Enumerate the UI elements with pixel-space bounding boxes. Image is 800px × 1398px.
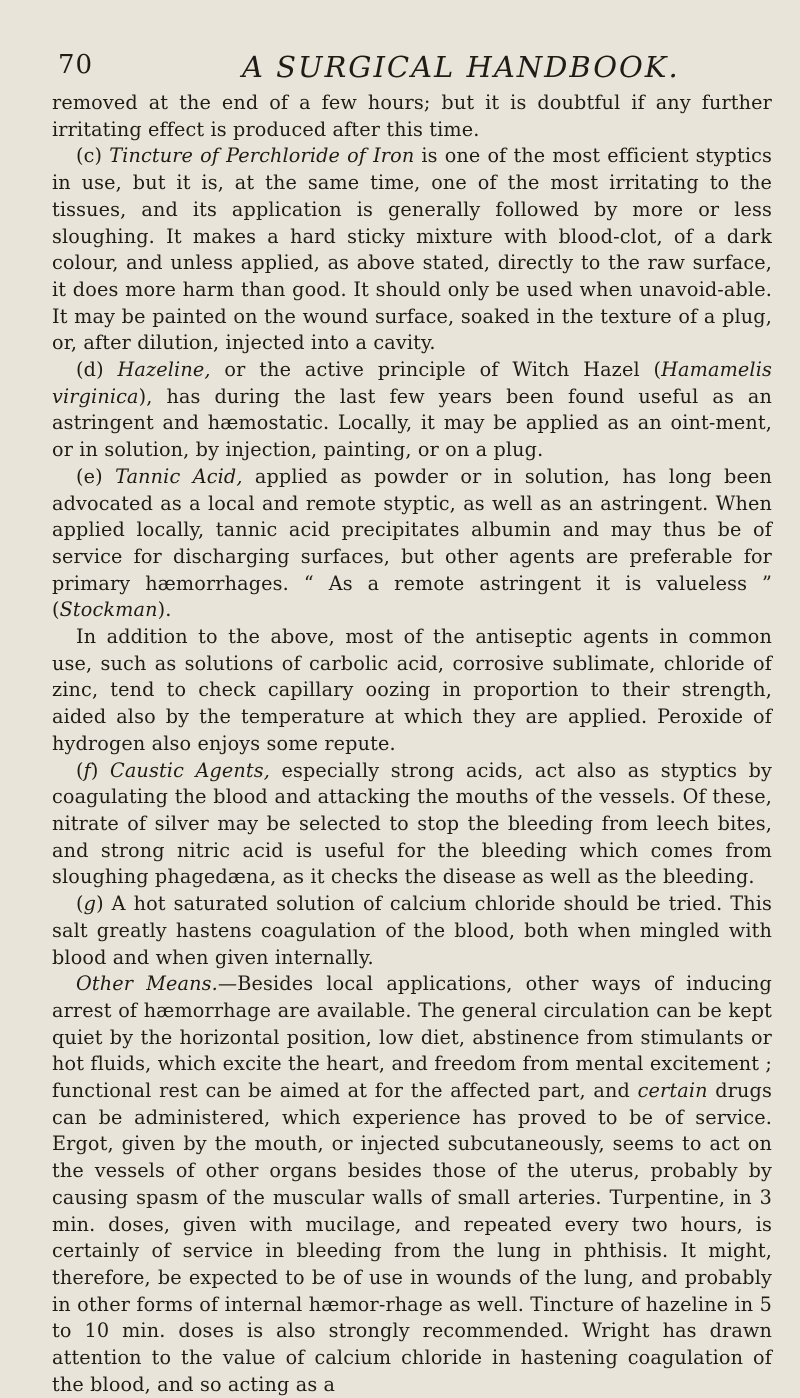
italic-text: Hamamelis virginica: [52, 358, 772, 408]
text-run: —Besides local applications, other ways of inducing arrest of hæmorrhage are available. The general circulation can be kept quiet by the horizontal position, low diet, abstinence from stimulants or hot fluids, which excite the heart, and freedom from mental excitement ; functional rest can be aimed at for the affected part, and: [52, 972, 772, 1103]
paragraph: [52, 143, 772, 357]
text-run: (: [76, 892, 84, 916]
italic-text: Other Means.: [76, 972, 218, 996]
paragraph: [52, 971, 772, 1398]
text-run: (d): [76, 358, 118, 382]
text-run: ): [90, 758, 111, 782]
text-run: is one of the most efficient styptics in use, but it is, at the same time, one of the most irritating to the tissues, and its application is generally followed by more or less sloughing. It makes a hard sticky mixture with blood-clot, of a dark colour, and unless applied, as above stated, directly to the raw surface, it does more harm than good. It should only be used when unavoid-able. It may be painted on the wound surface, soaked in the texture of a plug, or, after dilution, injected into a cavity.: [52, 144, 773, 355]
italic-text: Hazeline,: [117, 358, 211, 382]
paragraph: [52, 891, 772, 971]
italic-text: g: [83, 892, 97, 916]
text-run: removed at the end of a few hours; but it is doubtful if any further irritating effect is produced after this time.: [52, 91, 772, 141]
paragraph: [52, 624, 772, 758]
text-run: In addition to the above, most of the antiseptic agents in common use, such as solutions of carbolic acid, corrosive sublimate, chloride of zinc, tend to check capillary oozing in proportion to their strength, aided also by the temperature at which they are applied. Peroxide of hydrogen also enjoys some repute.: [52, 625, 772, 755]
page-number: 70: [58, 50, 94, 80]
running-title: A SURGICAL HANDBOOK.: [242, 50, 680, 84]
italic-text: f: [83, 758, 91, 782]
paragraph: [52, 90, 772, 143]
text-run: (e): [76, 464, 116, 488]
text-run: ), has during the last few years been found useful as an astringent and hæmostatic. Locally, it may be applied as an oint-ment, or in solution, by injection, painting, or on a plug.: [52, 384, 772, 462]
text-run: ).: [157, 598, 172, 622]
text-run: especially strong acids, act also as styptics by coagulating the blood and attacking the mouths of the vessels. Of these, nitrate of silver may be selected to stop the bleeding from leech bites, and strong nitric acid is useful for the bleeding which comes from sloughing phagedæna, as it checks the disease as well as the bleeding.: [52, 758, 773, 889]
body-text: [52, 90, 772, 1398]
page-header: [52, 44, 772, 84]
text-run: applied as powder or in solution, has long been advocated as a local and remote styptic, as well as an astringent. When applied locally, tannic acid precipitates albumin and may thus be of service for discharging surfaces, but other agents are preferable for primary hæmorrhages. “ As a remote astringent it is valueless ” (: [52, 464, 772, 622]
italic-text: Tincture of Perchloride of Iron: [109, 144, 415, 168]
text-run: or the active principle of Witch Hazel (: [210, 358, 662, 382]
text-run: (: [76, 758, 84, 782]
italic-text: Tannic Acid,: [115, 464, 243, 488]
italic-text: Caustic Agents,: [110, 758, 271, 782]
paragraph: [52, 357, 772, 464]
text-run: drugs can be administered, which experience has proved to be of service. Ergot, given by the mouth, or injected subcutaneously, seems to act on the vessels of other organs besides those of the uterus, probably by causing spasm of the muscular walls of small arteries. Turpentine, in 3 min. doses, given with mucilage, and repeated every two hours, is certainly of service in bleeding from the lung in phthisis. It might, therefore, be expected to be of use in wounds of the lung, and probably in other forms of internal hæmor-rhage as well. Tincture of hazeline in 5 to 10 min. doses is also strongly recommended. Wright has drawn attention to the value of calcium chloride in hastening coagulation of the blood, and so acting as a: [52, 1079, 772, 1396]
text-run: (c): [76, 144, 110, 168]
paragraph: [52, 758, 772, 892]
italic-text: certain: [637, 1079, 708, 1103]
text-run: ) A hot saturated solution of calcium chloride should be tried. This salt greatly hastens coagulation of the blood, both when mingled with blood and when given internally.: [52, 892, 772, 969]
italic-text: Stockman: [59, 598, 158, 622]
paragraph: [52, 464, 772, 624]
